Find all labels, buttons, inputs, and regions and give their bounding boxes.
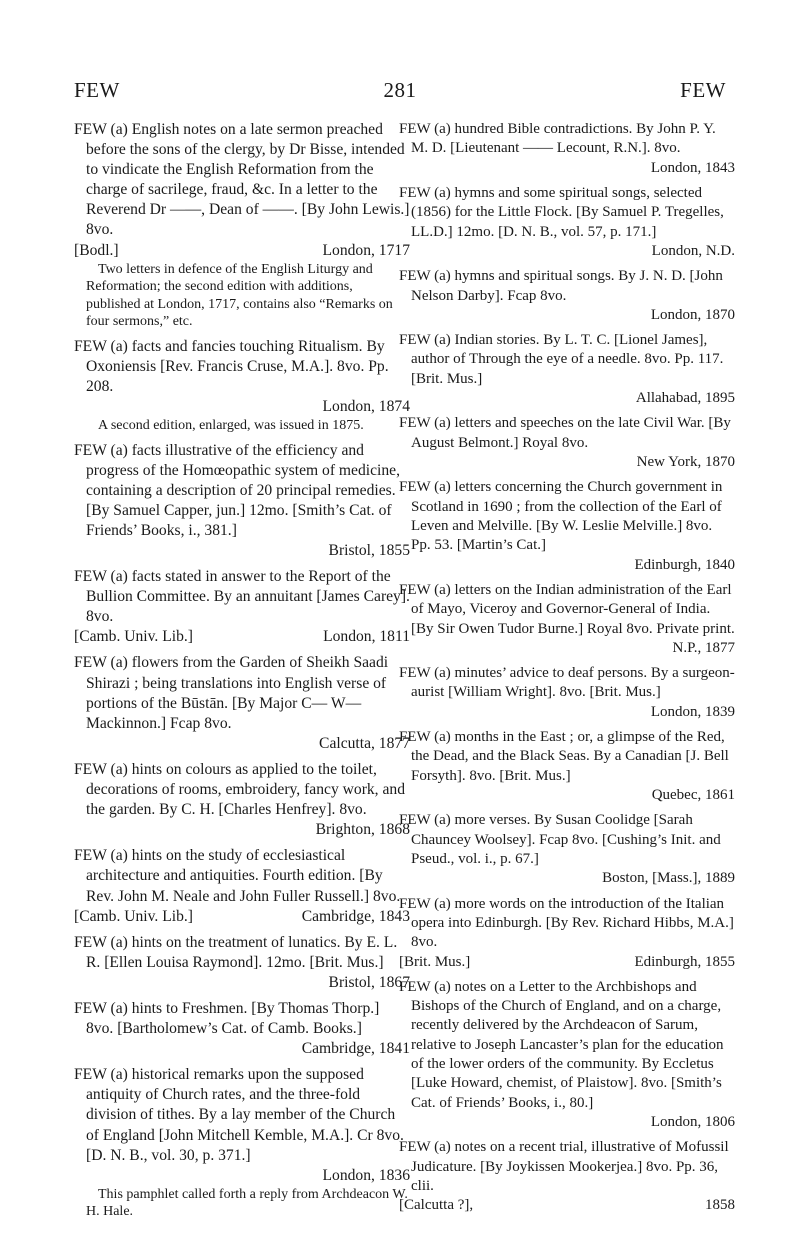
entry-place-date: Boston, [Mass.], 1889 (602, 870, 735, 887)
entry-imprint (74, 241, 410, 261)
catalogue-entry (399, 267, 735, 325)
entry-text: FEW (a) months in the East ; or, a glimpse of the Red, the Dead, and the Black Seas. By a Canadian [J. Bell Forsyth]. 8vo. [Brit. Mus.] (399, 729, 729, 784)
catalogue-entry (399, 728, 735, 805)
entry-text: FEW (a) letters and speeches on the late Civil War. [By August Belmont.] Royal 8vo. (399, 415, 731, 451)
catalogue-entry (74, 846, 410, 926)
entry-place-date: London, 1717 (322, 241, 410, 259)
entry-text: FEW (a) hints on colours as applied to the toilet, decorations of rooms, embroidery, fancy work, and the garden. By C. H. [Charles Henfrey]. 8vo. (74, 760, 405, 819)
catalogue-entry (399, 581, 735, 658)
catalogue-entry (399, 1138, 735, 1215)
entry-imprint (86, 973, 410, 993)
entry-note: A second edition, enlarged, was issued in 1875. (98, 418, 364, 434)
catalogue-entry (399, 978, 735, 1133)
entry-text: FEW (a) flowers from the Garden of Sheikh Saadi Shirazi ; being translations into English verse of portions of the Būstān. [By Major C— W— Mackinnon.] Fcap 8vo. (74, 654, 389, 732)
catalogue-entry (74, 653, 410, 753)
entry-imprint (411, 786, 735, 805)
entry-place-date: N.P., 1877 (672, 639, 735, 656)
entry-place-date: London, 1874 (322, 397, 410, 415)
entry-text: FEW (a) facts stated in answer to the Report of the Bullion Committee. By an annuitant [James Carey]. 8vo. (74, 568, 410, 626)
running-header (74, 78, 726, 106)
entry-source: [Calcutta ?], (399, 1197, 474, 1214)
entry-imprint (411, 159, 735, 178)
entry-source: [Camb. Univ. Lib.] (74, 628, 193, 646)
entry-imprint (411, 869, 735, 888)
entry-place-date: Cambridge, 1841 (301, 1040, 410, 1058)
entry-imprint (86, 1039, 410, 1059)
entry-text: FEW (a) notes on a recent trial, illustrative of Mofussil Judicature. [By Joykissen Mookerjea.] 8vo. Pp. 36, clii. (399, 1139, 729, 1194)
entry-imprint (411, 703, 735, 722)
entry-place-date: Quebec, 1861 (651, 787, 735, 803)
entry-imprint (74, 907, 410, 927)
entry-imprint (411, 556, 735, 575)
catalogue-entry (74, 337, 410, 435)
entry-text: FEW (a) hymns and some spiritual songs, selected (1856) for the Little Flock. [By Samuel P. Tregelles, LL.D.] 12mo. [D. N. B., vol. 57, p. 171.] (399, 184, 724, 240)
page-number: 281 (383, 78, 417, 102)
entry-source: [Bodl.] (74, 241, 119, 259)
entry-imprint (399, 953, 735, 972)
entry-imprint (86, 541, 410, 561)
entry-text: FEW (a) notes on a Letter to the Archbishops and Bishops of the Church of England, and on a charge, recently delivered by the Archdeacon of Sarum, relative to Joseph Lancaster’s plan for the education of the lower orders of the community. By Eccletus [Luke Howard, chemist, of Plaistow]. 8vo. [Smith’s Cat. of Friends’ Books, i., 80.] (399, 978, 724, 1111)
right-column (399, 120, 735, 1222)
catalogue-entry (399, 120, 735, 178)
entry-place-date: Allahabad, 1895 (635, 390, 735, 407)
entry-imprint (399, 1196, 735, 1215)
entry-source: [Brit. Mus.] (399, 953, 471, 970)
entry-text: FEW (a) English notes on a late sermon preached before the sons of the clergy, by Dr Bisse, intended to vindicate the English Reformation from the charge of sacrilege, fraud, &c. In a letter to the Reverend Dr ——, Dean of ——. [By John Lewis.] 8vo. (74, 121, 410, 239)
catalogue-entry (399, 414, 735, 472)
entry-imprint (74, 627, 410, 647)
entry-source: [Camb. Univ. Lib.] (74, 907, 193, 925)
header-right-word: FEW (680, 78, 726, 102)
entry-text: FEW (a) letters on the Indian administration of the Earl of Mayo, Viceroy and Governor-General of India. [By Sir Owen Tudor Burne.] Royal 8vo. Private print. (399, 581, 735, 637)
entry-place-date: London, 1836 (322, 1166, 410, 1184)
catalogue-entry (74, 567, 410, 647)
catalogue-entry (399, 184, 735, 261)
entry-text: FEW (a) hundred Bible contradictions. By John P. Y. M. D. [Lieutenant —— Lecount, R.N.]. 8vo. (399, 121, 716, 157)
entry-text: FEW (a) more verses. By Susan Coolidge [Sarah Chauncey Woolsey]. Fcap 8vo. [Cushing’s Init. and Pseud., vol. i., p. 67.] (399, 812, 721, 867)
entry-imprint (411, 453, 735, 472)
entry-place-date: Brighton, 1868 (315, 821, 410, 839)
entry-place-date: Edinburgh, 1855 (634, 953, 735, 970)
entry-text: FEW (a) hints on the treatment of lunatics. By E. L. R. [Ellen Louisa Raymond]. 12mo. [Brit. Mus.] (74, 933, 398, 971)
catalogue-entry (74, 999, 410, 1059)
catalogue-entry (74, 933, 410, 993)
entry-place-date: 1858 (705, 1197, 735, 1214)
entry-imprint (86, 820, 410, 840)
entry-imprint (86, 734, 410, 754)
catalogue-entry (74, 1065, 410, 1221)
entry-place-date: London, N.D. (651, 242, 735, 259)
entry-text: FEW (a) minutes’ advice to deaf persons. By a surgeon-aurist [William Wright]. 8vo. [Brit. Mus.] (399, 665, 735, 701)
entry-place-date: New York, 1870 (636, 454, 735, 470)
entry-place-date: London, 1843 (650, 159, 735, 176)
entry-place-date: London, 1806 (650, 1114, 735, 1130)
entry-note: This pamphlet called forth a reply from Archdeacon W. H. Hale. (86, 1186, 408, 1220)
catalogue-entry (399, 478, 735, 575)
catalogue-entry (399, 664, 735, 722)
entry-place-date: Bristol, 1867 (328, 973, 410, 991)
entry-imprint (411, 306, 735, 325)
catalogue-entry (399, 331, 735, 408)
entry-place-date: Calcutta, 1877 (319, 734, 410, 752)
entry-text: FEW (a) letters concerning the Church government in Scotland in 1690 ; from the collection of the Earl of Leven and Melville. [By W. Leslie Melville.] 8vo. Pp. 53. [Martin’s Cat.] (399, 479, 723, 554)
left-column (74, 120, 410, 1227)
catalogue-entry (74, 760, 410, 840)
entry-place-date: London, 1870 (650, 306, 735, 323)
entry-place-date: Cambridge, 1843 (301, 907, 410, 925)
entry-text: FEW (a) Indian stories. By L. T. C. [Lionel James], author of Through the eye of a needle. 8vo. Pp. 117. [Brit. Mus.] (399, 332, 724, 387)
header-left-word: FEW (74, 78, 120, 102)
entry-imprint (411, 242, 735, 261)
entry-text: FEW (a) facts illustrative of the efficiency and progress of the Homœopathic system of medicine, containing a description of 20 principal remedies. [By Samuel Capper, jun.] 12mo. [Smith’s Cat. of Friends’ Books, i., 381.] (74, 441, 400, 539)
entry-imprint (411, 639, 735, 658)
entry-place-date: Bristol, 1855 (328, 542, 410, 559)
entry-imprint (411, 389, 735, 408)
entry-place-date: Edinburgh, 1840 (634, 556, 735, 573)
entry-text: FEW (a) historical remarks upon the supposed antiquity of Church rates, and the three-fold division of tithes. By a lay member of the Church of England [John Mitchell Kemble, M.A.]. Cr 8vo. [D. N. B., vol. 30, p. 371.] (74, 1066, 404, 1164)
entry-place-date: London, 1839 (650, 703, 735, 720)
entry-text: FEW (a) hints on the study of ecclesiastical architecture and antiquities. Fourth edition. [By Rev. John M. Neale and John Fuller Russell.] 8vo. (74, 847, 401, 905)
entry-text: FEW (a) hymns and spiritual songs. By J. N. D. [John Nelson Darby]. Fcap 8vo. (399, 268, 723, 304)
catalogue-entry (74, 441, 410, 562)
entry-note: Two letters in defence of the English Liturgy and Reformation; the second edition with additions, published at London, 1717, contains also “Remarks on four sermons,” etc. (86, 261, 393, 330)
entry-imprint (86, 397, 410, 417)
entry-text: FEW (a) facts and fancies touching Ritualism. By Oxoniensis [Rev. Francis Cruse, M.A.]. 8vo. Pp. 208. (74, 337, 389, 395)
entry-place-date: London, 1811 (323, 628, 410, 646)
catalogue-entry (399, 811, 735, 888)
entry-imprint (86, 1166, 410, 1186)
catalogue-entry (399, 895, 735, 972)
catalogue-entry (74, 120, 410, 331)
entry-text: FEW (a) hints to Freshmen. [By Thomas Thorp.] 8vo. [Bartholomew’s Cat. of Camb. Books.] (74, 999, 380, 1038)
entry-text: FEW (a) more words on the introduction of the Italian opera into Edinburgh. [By Rev. Richard Hibbs, M.A.] 8vo. (399, 895, 734, 951)
entry-imprint (411, 1113, 735, 1132)
